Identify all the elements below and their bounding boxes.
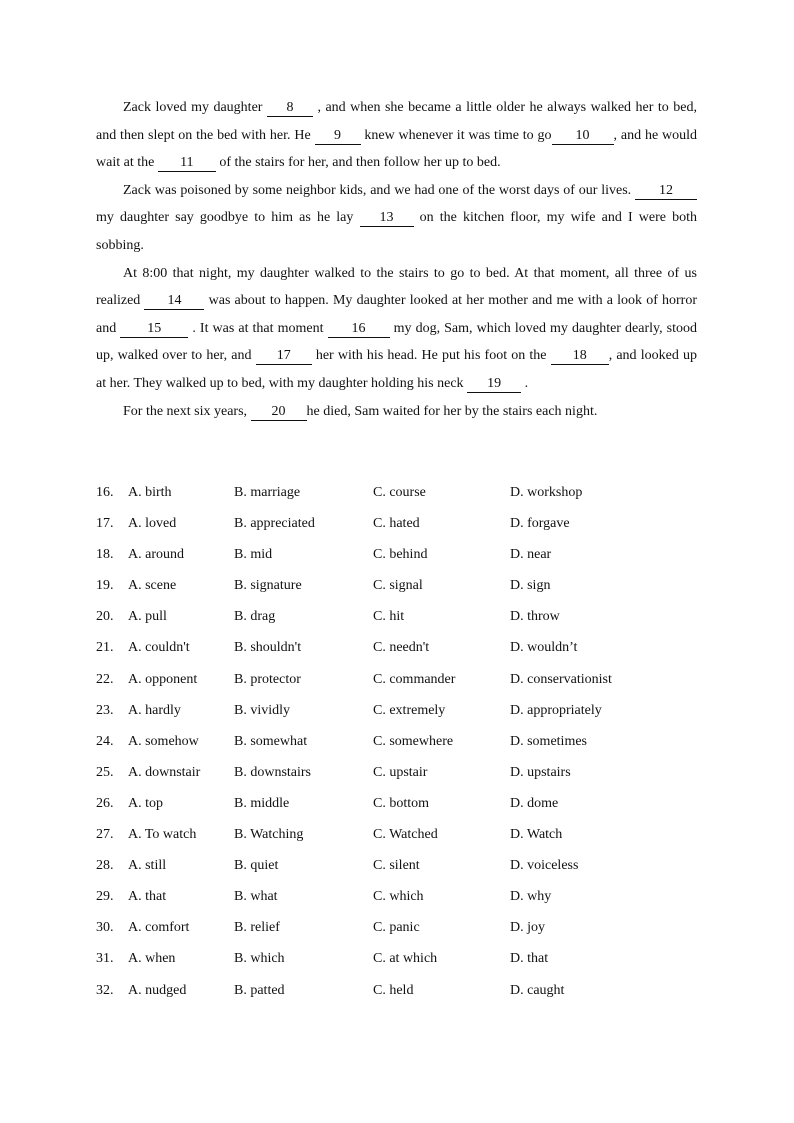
passage-text: my dog, Sam, which loved my daughter dearly, stood up, walked over to her, and	[96, 320, 697, 364]
question-row-17	[96, 511, 716, 542]
option-d[interactable]: D. appropriately	[510, 702, 602, 718]
question-row-31	[96, 946, 716, 977]
question-number: 29.	[96, 889, 114, 905]
option-c[interactable]: C. silent	[373, 858, 420, 874]
question-row-21	[96, 635, 716, 666]
option-c[interactable]: C. hated	[373, 516, 420, 532]
option-b[interactable]: B. Watching	[234, 827, 304, 843]
option-a[interactable]: A. downstair	[128, 764, 201, 780]
option-a[interactable]: A. loved	[128, 516, 177, 532]
passage-text: At 8:00 that night, my daughter walked to the stairs to go to bed. At that moment, all three of us realized	[96, 265, 697, 309]
option-d[interactable]: D. that	[510, 951, 549, 967]
option-d[interactable]: D. forgave	[510, 516, 570, 532]
question-row-30	[96, 915, 716, 946]
option-c[interactable]: C. commander	[373, 671, 456, 687]
question-number: 26.	[96, 795, 114, 811]
option-a[interactable]: A. nudged	[128, 982, 187, 998]
option-d[interactable]: D. conservationist	[510, 671, 612, 687]
answer-options	[96, 480, 716, 1009]
option-c[interactable]: C. signal	[373, 578, 423, 594]
option-a[interactable]: A. hardly	[128, 702, 181, 718]
option-d[interactable]: D. Watch	[510, 827, 563, 843]
passage-text: Zack loved my daughter	[123, 100, 267, 115]
question-row-22	[96, 667, 716, 698]
option-c[interactable]: C. hit	[373, 609, 405, 625]
option-c[interactable]: C. needn't	[373, 640, 430, 656]
question-number: 16.	[96, 485, 114, 500]
option-c[interactable]: C. extremely	[373, 702, 446, 718]
option-b[interactable]: B. middle	[234, 795, 290, 811]
option-a[interactable]: A. scene	[128, 578, 177, 594]
option-d[interactable]: D. near	[510, 547, 552, 563]
option-b[interactable]: B. relief	[234, 920, 280, 936]
question-number: 20.	[96, 609, 114, 625]
blank-8: 8	[267, 100, 313, 117]
option-b[interactable]: B. quiet	[234, 858, 279, 874]
blank-13: 13	[360, 210, 414, 227]
question-number: 17.	[96, 516, 114, 532]
question-row-19	[96, 573, 716, 604]
option-a[interactable]: A. comfort	[128, 920, 190, 936]
option-a[interactable]: A. top	[128, 795, 163, 811]
question-number: 28.	[96, 858, 114, 874]
blank-17: 17	[256, 348, 312, 365]
option-c[interactable]: C. upstair	[373, 764, 428, 780]
option-b[interactable]: B. shouldn't	[234, 640, 302, 656]
question-number: 23.	[96, 702, 114, 718]
option-d[interactable]: D. upstairs	[510, 764, 571, 780]
option-b[interactable]: B. signature	[234, 578, 302, 594]
option-b[interactable]: B. protector	[234, 671, 301, 687]
option-b[interactable]: B. downstairs	[234, 764, 311, 780]
option-a[interactable]: A. when	[128, 951, 176, 967]
blank-12: 12	[635, 183, 697, 200]
option-d[interactable]: D. workshop	[510, 485, 583, 500]
question-number: 24.	[96, 733, 114, 749]
option-d[interactable]: D. sign	[510, 578, 551, 594]
option-c[interactable]: C. Watched	[373, 827, 438, 843]
option-b[interactable]: B. mid	[234, 547, 273, 563]
paragraph-4	[96, 398, 697, 426]
option-b[interactable]: B. vividly	[234, 702, 291, 718]
passage-text: , and when she became a little older he always walked her to bed, and then slept on the bed with her. He	[96, 100, 698, 143]
option-d[interactable]: D. caught	[510, 982, 565, 998]
passage-text: , and he would wait at the	[96, 127, 698, 171]
option-d[interactable]: D. sometimes	[510, 733, 587, 749]
passage-text: my daughter say goodbye to him as he lay	[96, 210, 360, 226]
option-b[interactable]: B. appreciated	[234, 516, 315, 532]
blank-15: 15	[120, 321, 188, 338]
option-d[interactable]: D. joy	[510, 920, 545, 936]
option-c[interactable]: C. somewhere	[373, 733, 454, 749]
passage-text: was about to happen. My daughter looked at her mother and me with a look of horror and	[96, 293, 698, 336]
blank-16: 16	[328, 321, 390, 338]
option-a[interactable]: A. around	[128, 547, 184, 563]
option-a[interactable]: A. pull	[128, 609, 167, 625]
question-number: 19.	[96, 578, 114, 594]
option-c[interactable]: C. held	[373, 982, 414, 998]
question-number: 22.	[96, 671, 114, 687]
passage-text: . It was at that moment	[188, 320, 328, 336]
option-d[interactable]: D. dome	[510, 795, 559, 811]
option-c[interactable]: C. which	[373, 889, 424, 905]
option-d[interactable]: D. why	[510, 889, 552, 905]
question-number: 32.	[96, 982, 114, 998]
cloze-passage	[96, 94, 697, 425]
option-b[interactable]: B. patted	[234, 982, 285, 998]
question-number: 25.	[96, 764, 114, 780]
question-row-16	[96, 480, 716, 511]
question-number: 27.	[96, 827, 114, 843]
question-row-25	[96, 760, 716, 791]
option-b[interactable]: B. what	[234, 889, 278, 905]
question-row-32	[96, 978, 716, 1009]
passage-text: her with his head. He put his foot on the	[311, 348, 551, 364]
question-row-20	[96, 604, 716, 635]
blank-19: 19	[467, 376, 521, 393]
option-d[interactable]: D. wouldn’t	[510, 640, 578, 656]
blank-18: 18	[551, 348, 609, 365]
blank-10: 10	[552, 128, 614, 145]
blank-11: 11	[158, 155, 216, 172]
blank-20: 20	[251, 404, 307, 421]
option-d[interactable]: D. throw	[510, 609, 560, 625]
option-d[interactable]: D. voiceless	[510, 858, 579, 874]
passage-text: on the kitchen floor, my wife and I were both sobbing.	[96, 210, 697, 253]
option-b[interactable]: B. which	[234, 951, 285, 967]
option-a[interactable]: A. couldn't	[128, 640, 190, 656]
option-b[interactable]: B. drag	[234, 609, 276, 625]
question-row-26	[96, 791, 716, 822]
option-a[interactable]: A. still	[128, 858, 167, 874]
question-number: 21.	[96, 640, 114, 656]
option-a[interactable]: A. that	[128, 889, 167, 905]
option-b[interactable]: B. marriage	[234, 485, 301, 500]
option-a[interactable]: A. opponent	[128, 671, 198, 687]
question-row-27	[96, 822, 716, 853]
passage-text: Zack was poisoned by some neighbor kids, and we had one of the worst days of our lives.	[123, 182, 635, 198]
option-a[interactable]: A. birth	[128, 485, 172, 500]
question-row-28	[96, 853, 716, 884]
option-c[interactable]: C. bottom	[373, 795, 430, 811]
passage-text: knew whenever it was time to go	[360, 127, 552, 143]
option-c[interactable]: C. panic	[373, 920, 420, 936]
option-c[interactable]: C. at which	[373, 951, 438, 967]
option-c[interactable]: C. behind	[373, 547, 428, 563]
question-number: 31.	[96, 951, 114, 967]
question-row-18	[96, 542, 716, 573]
question-row-23	[96, 698, 716, 729]
passage-text: of the stairs for her, and then follow her up to bed.	[215, 155, 501, 171]
option-a[interactable]: A. To watch	[128, 827, 197, 843]
option-c[interactable]: C. course	[373, 485, 426, 500]
paragraph-1	[96, 94, 697, 177]
blank-9: 9	[315, 128, 361, 145]
passage-text: .	[521, 375, 529, 391]
question-row-24	[96, 729, 716, 760]
passage-text: , and looked up at her. They walked up to bed, with my daughter holding his neck	[96, 348, 697, 391]
passage-text: he died, Sam waited for her by the stairs each night.	[306, 403, 598, 419]
passage-text: For the next six years,	[123, 403, 251, 419]
question-row-29	[96, 884, 716, 915]
question-number: 18.	[96, 547, 114, 563]
option-b[interactable]: B. somewhat	[234, 733, 308, 749]
blank-14: 14	[144, 293, 204, 310]
paragraph-3	[96, 260, 697, 398]
paragraph-2	[96, 177, 697, 260]
question-number: 30.	[96, 920, 114, 936]
option-a[interactable]: A. somehow	[128, 733, 199, 749]
